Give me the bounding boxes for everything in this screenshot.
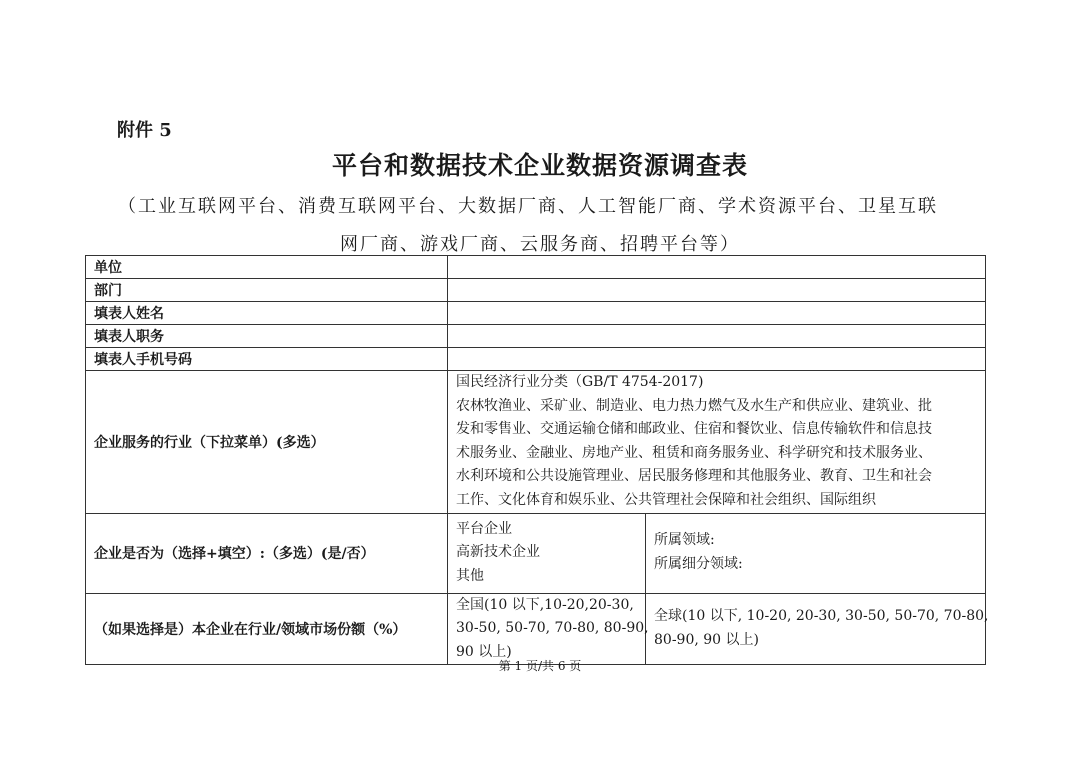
table-row: [86, 256, 986, 279]
unit-label: 单位: [86, 256, 448, 279]
market-share-global[interactable]: [646, 593, 989, 665]
industry-line: 农林牧渔业、采矿业、制造业、电力热力燃气及水生产和供应业、建筑业、批: [456, 397, 932, 414]
subtitle-line-2: 网厂商、游戏厂商、云服务商、招聘平台等）: [340, 234, 740, 255]
survey-table: [85, 255, 989, 665]
national-line: 30-50, 50-70, 70-80, 80-90,: [456, 620, 649, 637]
industry-line: 水利环境和公共设施管理业、居民服务修理和其他服务业、教育、卫生和社会: [456, 468, 932, 485]
national-line: 90 以上): [456, 643, 512, 660]
filler-name-field[interactable]: [448, 302, 986, 325]
table-row: [86, 513, 986, 593]
table-row: [86, 371, 986, 514]
option-other[interactable]: 其他: [456, 567, 484, 584]
enterprise-field-cell[interactable]: [646, 513, 986, 593]
enterprise-type-options: [448, 513, 646, 593]
industry-label: 企业服务的行业（下拉菜单）(多选）: [86, 371, 448, 514]
filler-name-label: 填表人姓名: [86, 302, 448, 325]
industry-dropdown[interactable]: [448, 371, 986, 514]
industry-line: 发和零售业、交通运输仓储和邮政业、住宿和餐饮业、信息传输软件和信息技: [456, 421, 932, 438]
table-row: [86, 325, 986, 348]
option-platform[interactable]: 平台企业: [456, 520, 512, 537]
filler-phone-label: 填表人手机号码: [86, 348, 448, 371]
table-row: [86, 279, 986, 302]
table-row: [86, 348, 986, 371]
field-domain: 所属领域:: [654, 532, 715, 549]
filler-phone-field[interactable]: [448, 348, 986, 371]
national-line: 全国(10 以下,10-20,20-30,: [456, 596, 634, 613]
industry-line: 术服务业、金融业、房地产业、租赁和商务服务业、科学研究和技术服务业、: [456, 444, 932, 461]
market-share-label: （如果选择是）本企业在行业/领域市场份额（%）: [86, 593, 448, 665]
table-row: [86, 593, 986, 665]
global-line: 80-90, 90 以上): [654, 631, 759, 648]
global-line: 全球(10 以下, 10-20, 20-30, 30-50, 50-70, 70-80,: [654, 608, 989, 625]
option-high-tech[interactable]: 高新技术企业: [456, 544, 540, 561]
subtitle-line-1: （工业互联网平台、消费互联网平台、大数据厂商、人工智能厂商、学术资源平台、卫星互联: [118, 196, 938, 217]
filler-title-label: 填表人职务: [86, 325, 448, 348]
page-title: 平台和数据技术企业数据资源调查表: [331, 151, 748, 180]
unit-field[interactable]: [448, 256, 986, 279]
field-subdomain: 所属细分领域:: [654, 556, 743, 573]
attachment-label: 附件 5: [117, 120, 172, 141]
filler-title-field[interactable]: [448, 325, 986, 348]
table-row: [86, 302, 986, 325]
market-share-national[interactable]: [448, 593, 649, 665]
enterprise-type-label: 企业是否为（选择+填空）:（多选）(是/否）: [86, 513, 448, 593]
industry-line: 工作、文化体育和娱乐业、公共管理社会保障和社会组织、国际组织: [456, 491, 876, 508]
industry-line: 国民经济行业分类（GB/T 4754-2017): [456, 374, 704, 390]
dept-field[interactable]: [448, 279, 986, 302]
page-number: 第 1 页/共 6 页: [498, 659, 582, 673]
dept-label: 部门: [86, 279, 448, 302]
